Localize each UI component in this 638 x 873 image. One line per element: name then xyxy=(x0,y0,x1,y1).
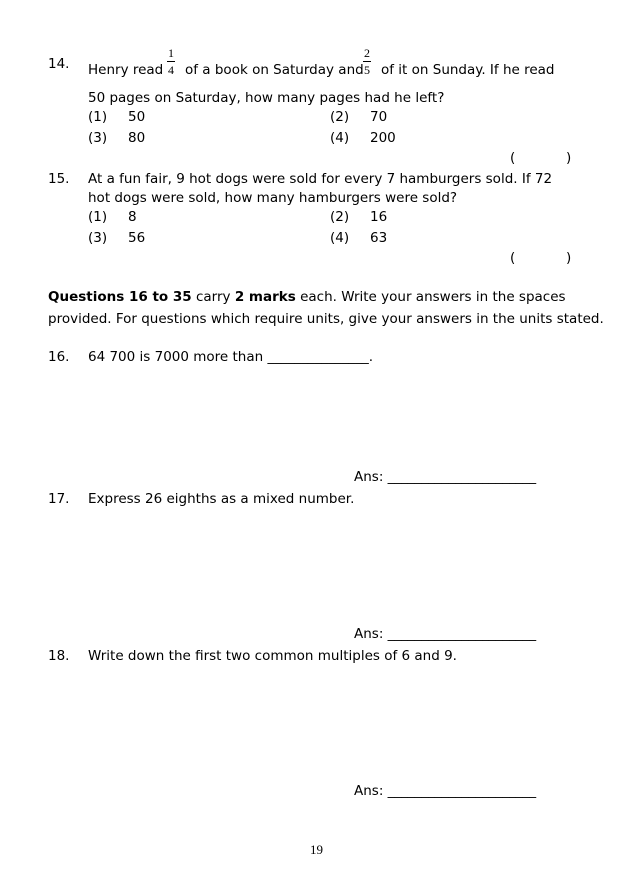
instructions-bold-marks: 2 marks xyxy=(234,289,296,305)
q14-option-value: 80 xyxy=(128,130,146,146)
q15-option-value: 63 xyxy=(370,230,388,246)
q14-answer-bracket-close: ) xyxy=(566,150,572,166)
q18-number: 18. xyxy=(48,648,70,664)
instructions-bold-questions: Questions 16 to 35 xyxy=(48,289,192,305)
q14-option-value: 50 xyxy=(128,109,146,125)
q14-text-line2: 50 pages on Saturday, how many pages had he left? xyxy=(88,90,445,106)
q16-answer-line[interactable]: Ans: ______________________ xyxy=(354,469,537,485)
q14-number: 14. xyxy=(48,56,70,72)
q18-answer-line[interactable]: Ans: ______________________ xyxy=(354,783,537,799)
q15-number: 15. xyxy=(48,171,70,187)
q14-fraction-two-fifths xyxy=(363,47,371,77)
q15-answer-bracket-close: ) xyxy=(566,250,572,266)
q18-text: Write down the first two common multiples of 6 and 9. xyxy=(88,648,457,664)
q15-answer-bracket-open: ( xyxy=(510,250,516,266)
fraction-bar xyxy=(167,61,175,62)
instructions-line2: provided. For questions which require units, give your answers in the units stated. xyxy=(48,311,604,327)
q14-text-part2: of a book on Saturday and xyxy=(185,62,364,78)
q17-number: 17. xyxy=(48,491,70,507)
q15-option-value: 56 xyxy=(128,230,146,246)
q15-option-label: (2) xyxy=(330,209,350,225)
fraction-denominator: 5 xyxy=(364,63,370,77)
q14-option-label: (2) xyxy=(330,109,350,125)
q14-option-value: 70 xyxy=(370,109,388,125)
q14-option-label: (4) xyxy=(330,130,350,146)
fraction-bar xyxy=(363,61,371,62)
q15-option-label: (3) xyxy=(88,230,108,246)
q15-option-label: (4) xyxy=(330,230,350,246)
q14-option-label: (3) xyxy=(88,130,108,146)
q14-option-value: 200 xyxy=(370,130,396,146)
q17-answer-line[interactable]: Ans: ______________________ xyxy=(354,626,537,642)
q15-option-value: 8 xyxy=(128,209,137,225)
q14-answer-bracket-open: ( xyxy=(510,150,516,166)
fraction-numerator: 1 xyxy=(168,46,174,60)
q16-text: 64 700 is 7000 more than _______________. xyxy=(88,349,374,365)
instructions-line1 xyxy=(48,289,566,305)
q15-option-label: (1) xyxy=(88,209,108,225)
q15-text-line2: hot dogs were sold, how many hamburgers were sold? xyxy=(88,190,458,206)
q14-option-label: (1) xyxy=(88,109,108,125)
instructions-text: carry xyxy=(191,289,235,305)
fraction-denominator: 4 xyxy=(168,63,174,77)
fraction-numerator: 2 xyxy=(364,46,370,60)
q15-option-value: 16 xyxy=(370,209,388,225)
instructions-text: each. Write your answers in the spaces xyxy=(295,289,566,305)
q14-text-part1: Henry read xyxy=(88,62,164,78)
q15-text-line1: At a fun fair, 9 hot dogs were sold for every 7 hamburgers sold. If 72 xyxy=(88,171,553,187)
q14-fraction-one-quarter xyxy=(167,47,175,77)
q17-text: Express 26 eighths as a mixed number. xyxy=(88,491,355,507)
q14-text-part3: of it on Sunday. If he read xyxy=(381,62,555,78)
page-number: 19 xyxy=(310,842,323,857)
q16-number: 16. xyxy=(48,349,70,365)
